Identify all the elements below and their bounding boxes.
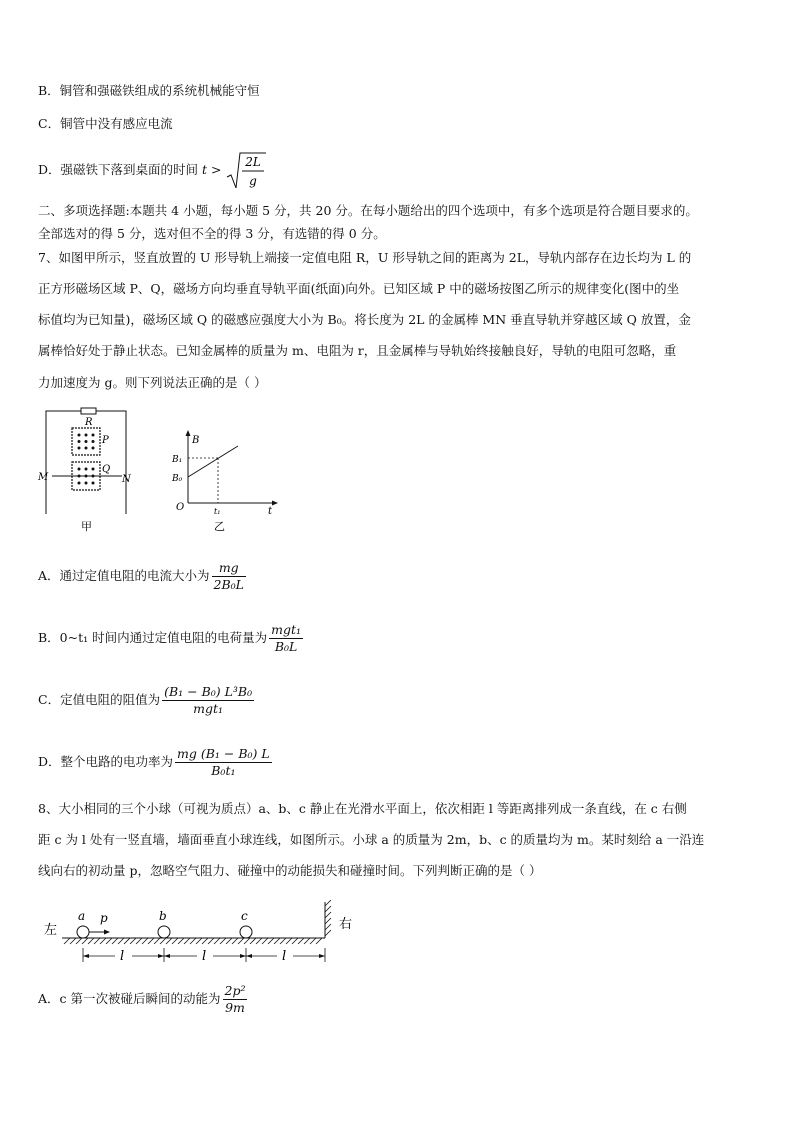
q7-stem-line-3: 标值均为已知量)，磁场区域 Q 的磁感应强度大小为 B₀。将长度为 2L 的金属棒 MN 垂直导轨并穿越区域 Q 放置，金 <box>38 312 691 327</box>
label-p: p <box>100 911 108 925</box>
q7-option-d-fraction <box>175 746 272 779</box>
q7-option-d-num: mg (B₁ − B₀) L <box>177 746 270 761</box>
q6-option-d-var: t <box>202 162 208 177</box>
q7-option-a-num: mg <box>212 560 246 577</box>
q8-option-a <box>38 980 249 1018</box>
figure-q8-balls <box>40 900 365 968</box>
ball-b <box>158 926 170 938</box>
q6-option-d-rel: > <box>211 162 222 177</box>
label-n: N <box>122 474 131 485</box>
label-l-3: l <box>282 949 287 964</box>
q7-stem-line-1: 7、如图甲所示，竖直放置的 U 形导轨上端接一定值电阻 R，U 形导轨之间的距离为 2L，导轨内部存在边长均为 L 的 <box>38 250 692 265</box>
label-a: a <box>78 909 86 923</box>
q7-option-a-fraction <box>212 560 246 593</box>
figure-yi-graph <box>168 430 283 536</box>
label-m: M <box>38 472 49 483</box>
label-p: P <box>102 435 109 446</box>
label-l-2: l <box>202 949 207 964</box>
q8-option-a-num: 2p² <box>224 983 246 998</box>
q8-option-a-text: A．c 第一次被碰后瞬间的动能为 <box>38 991 221 1006</box>
label-q: Q <box>102 464 111 475</box>
q8-stem-line-1: 8、大小相同的三个小球（可视为质点）a、b、c 静止在光滑水平面上，依次相距 l 等距离排列成一条直线，在 c 右侧 <box>38 801 687 816</box>
q7-option-c <box>38 682 256 718</box>
q7-option-c-num: (B₁ − B₀) L³B₀ <box>164 684 253 699</box>
caption-jia: 甲 <box>81 520 92 533</box>
q7-stem-line-4: 属棒恰好处于静止状态。已知金属棒的质量为 m、电阻为 r，且金属棒与导轨始终接触良好，导轨的电阻可忽略，重 <box>38 343 677 358</box>
q7-stem-line-5: 力加速度为 g。则下列说法正确的是（ ） <box>38 375 267 390</box>
q7-option-d-text: D．整个电路的电功率为 <box>38 754 174 769</box>
section2-line1: 二、多项选择题:本题共 4 小题，每小题 5 分，共 20 分。在每小题给出的四个选项中，有多个选项是符合题目要求的。 <box>38 203 698 218</box>
q6-option-c: C．铜管中没有感应电流 <box>38 116 173 131</box>
section2-line2: 全部选对的得 5 分，选对但不全的得 3 分，有选错的得 0 分。 <box>38 226 386 241</box>
label-b: B <box>192 435 200 446</box>
wall-hatch <box>325 900 331 936</box>
caption-yi: 乙 <box>214 520 225 533</box>
label-t: t <box>268 506 273 517</box>
q7-option-a-den: 2B₀L <box>213 577 244 592</box>
q7-option-c-text: C．定值电阻的阻值为 <box>38 692 161 707</box>
q6-option-d-text: D．强磁铁下落到桌面的时间 <box>38 162 199 177</box>
ball-a <box>77 926 89 938</box>
q7-option-b <box>38 620 305 656</box>
q7-stem-line-2: 正方形磁场区域 P、Q，磁场方向均垂直导轨平面(纸面)向外。已知区域 P 中的磁场按图乙所示的规律变化(图中的坐 <box>38 281 680 296</box>
q8-stem-line-2: 距 c 为 l 处有一竖直墙，墙面垂直小球连线，如图所示。小球 a 的质量为 2m，b、c 的质量均为 m。某时刻给 a 一沿连 <box>38 832 705 847</box>
b-t-line <box>188 446 238 477</box>
label-left: 左 <box>44 923 58 938</box>
sqrt-expression <box>226 150 266 191</box>
q7-option-b-den: B₀L <box>274 639 298 654</box>
q7-option-a-text: A．通过定值电阻的电流大小为 <box>38 568 210 583</box>
q8-option-a-den: 9m <box>225 1000 245 1015</box>
q7-option-b-num: mgt₁ <box>271 622 302 637</box>
q8-option-a-fraction <box>223 983 248 1016</box>
q7-option-b-text: B．0~t₁ 时间内通过定值电阻的电荷量为 <box>38 630 268 645</box>
q7-option-c-fraction <box>162 684 254 717</box>
q7-option-c-den: mgt₁ <box>193 701 224 716</box>
label-b0: B₀ <box>172 474 183 484</box>
q6-option-b: B．铜管和强磁铁组成的系统机械能守恒 <box>38 83 260 98</box>
label-b1: B₁ <box>172 455 183 465</box>
figure-jia-circuit <box>36 406 136 536</box>
label-c: c <box>241 909 248 923</box>
q7-option-d-den: B₀t₁ <box>211 763 236 778</box>
label-r: R <box>85 417 93 428</box>
q7-option-b-fraction <box>269 622 303 655</box>
ball-c <box>240 926 252 938</box>
ground-hatch <box>64 938 322 944</box>
label-l-1: l <box>120 949 125 964</box>
q8-stem-line-3: 线向右的初动量 p，忽略空气阻力、碰撞中的动能损失和碰撞时间。下列判断正确的是（ ） <box>38 863 542 878</box>
region-p-dots <box>78 434 95 450</box>
q7-option-a <box>38 558 248 594</box>
q7-option-d <box>38 744 274 780</box>
label-t1: t₁ <box>214 507 221 516</box>
label-b: b <box>159 909 167 923</box>
resistor-r <box>81 408 96 414</box>
label-right: 右 <box>339 917 353 932</box>
q6-option-d <box>38 150 266 191</box>
label-o: O <box>176 502 185 513</box>
q6-option-d-den: g <box>248 173 257 188</box>
q6-option-d-num: 2L <box>244 154 261 169</box>
